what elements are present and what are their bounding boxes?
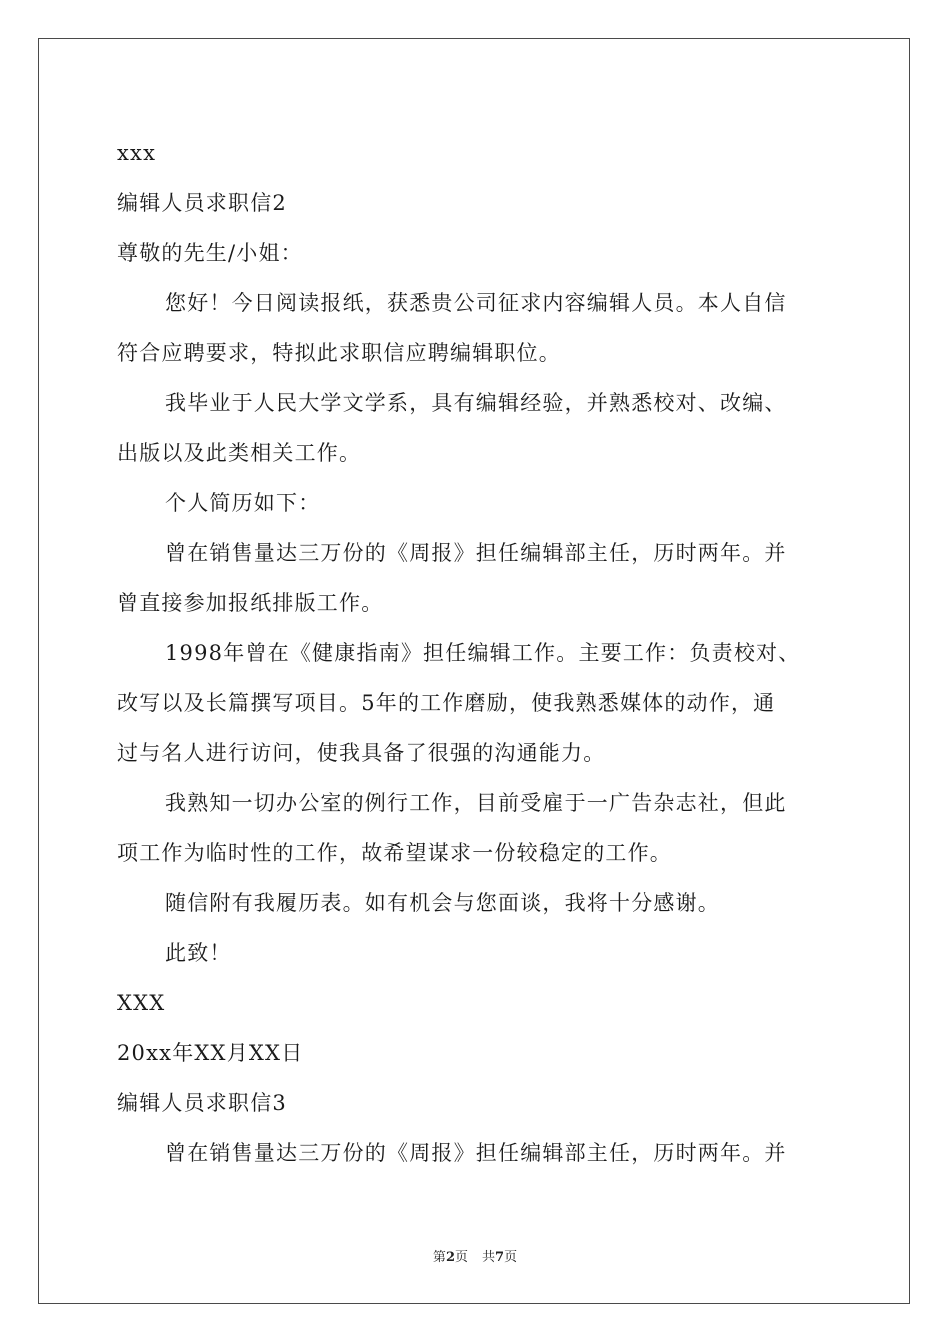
paragraph-line: 个人简历如下： (165, 491, 321, 515)
document-body (117, 128, 837, 1178)
letter-heading: 编辑人员求职信2 (117, 191, 287, 215)
page-total: 共7页 (482, 1250, 518, 1265)
paragraph-line: 出版以及此类相关工作。 (117, 441, 362, 465)
salutation: 尊敬的先生/小姐： (117, 241, 303, 265)
paragraph-line: 项工作为临时性的工作，故希望谋求一份较稳定的工作。 (117, 841, 672, 865)
paragraph-line: 曾在销售量达三万份的《周报》担任编辑部主任，历时两年。并 (165, 541, 787, 565)
page-footer (0, 1246, 950, 1265)
signature: XXX (117, 991, 166, 1015)
paragraph-line: 随信附有我履历表。如有机会与您面谈，我将十分感谢。 (165, 891, 720, 915)
page-number: 第2页 (432, 1250, 468, 1265)
paragraph-line: 符合应聘要求，特拟此求职信应聘编辑职位。 (117, 341, 561, 365)
paragraph-line: 改写以及长篇撰写项目。5年的工作磨励，使我熟悉媒体的动作，通 (117, 691, 776, 715)
closing: 此致！ (165, 941, 232, 965)
letter-heading: 编辑人员求职信3 (117, 1091, 287, 1115)
paragraph-line: 我毕业于人民大学文学系，具有编辑经验，并熟悉校对、改编、 (165, 391, 787, 415)
paragraph-line: 我熟知一切办公室的例行工作，目前受雇于一广告杂志社，但此 (165, 791, 787, 815)
paragraph-line: 1998年曾在《健康指南》担任编辑工作。主要工作：负责校对、 (165, 641, 801, 665)
paragraph-line: 曾直接参加报纸排版工作。 (117, 591, 384, 615)
paragraph-line: 曾在销售量达三万份的《周报》担任编辑部主任，历时两年。并 (165, 1141, 787, 1165)
paragraph-line: 您好！今日阅读报纸，获悉贵公司征求内容编辑人员。本人自信 (165, 291, 787, 315)
sender-placeholder: xxx (117, 141, 157, 165)
paragraph-line: 过与名人进行访问，使我具备了很强的沟通能力。 (117, 741, 606, 765)
date: 20xx年XX月XX日 (117, 1041, 304, 1065)
